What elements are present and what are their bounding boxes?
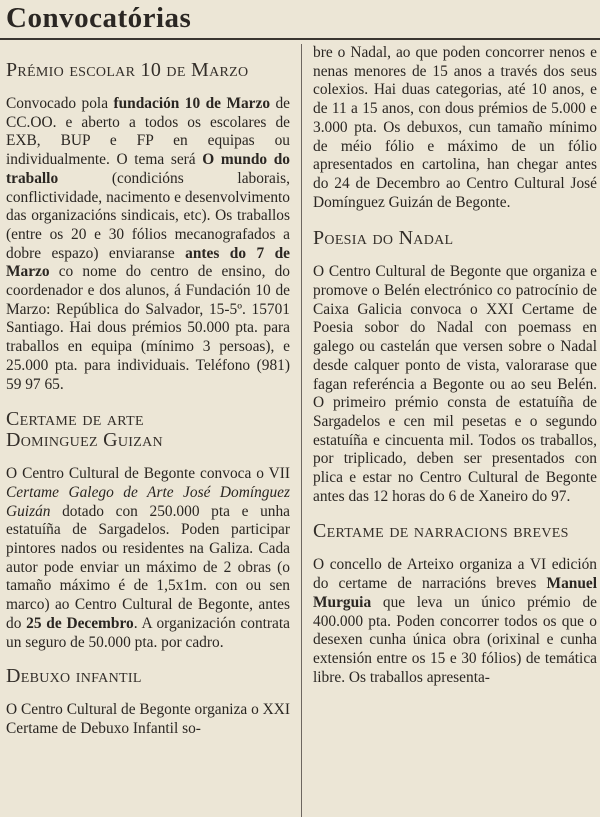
certame-arte-text-3: . A organización contrata un seguro de 50.000 pta. por cadro. (6, 614, 290, 651)
narracions-text-1: O concello de Arteixo organiza a VI edición do certame de narracións breves (313, 556, 597, 593)
column-divider (301, 44, 302, 817)
premio-title: Prémio escolar 10 de Marzo (6, 59, 249, 81)
certame-arte-title-line-2: Dominguez Guizan (6, 429, 163, 452)
narracions-text-2: que leva un único prémio de 400.000 pta. Poden concorrer todos os que o desexen cunha única obra (orixinal e cunha extensión entre os 15 e 30 fólios) de temática libre. Os traballos apresenta- (313, 593, 597, 686)
premio-bold-1: fundación 10 de Marzo (113, 95, 271, 112)
debuxo-title: Debuxo infantil (6, 665, 142, 688)
masthead (0, 0, 600, 40)
left-column (6, 44, 290, 817)
narracions-title: Certame de narracions breves (313, 520, 569, 543)
certame-arte-title (6, 409, 290, 451)
certame-arte-bold-1: 25 de Decembro (26, 614, 134, 632)
certame-arte-body (6, 465, 290, 652)
premio-bold-2: O mundo do traballo (6, 151, 290, 187)
poesia-title: Poesia do Nadal (313, 227, 454, 250)
certame-arte-text-1: O Centro Cultural de Begonte convoca o VII (6, 465, 290, 483)
premio-text-2: de CC.OO. e aberto a todos os escolares de EXB, BUP e FP en equipas ou individualmente. O tema será (6, 95, 290, 169)
premio-text-3: (condicións laborais, conflictividade, nacimento e desenvolvimento das organizacións sindicais, etc). Os traballos (entre os 20 e 30 fólios mecanografados a dobre espazo) enviaranse (6, 169, 290, 262)
narracions-bold-1: Manuel Murguia (313, 575, 597, 611)
debuxo-body-right: bre o Nadal, ao que poden concorrer nenos e nenas menores de 15 anos a través dos seus colexios. Hai duas categorias, até 10 anos, e de 11 a 15 anos, con dous prémios de 5.000 e 3.000 pta. Os debuxos, cun tamaño mínimo de méio fólio e máximo de un fólio apresentados en cartolina, han chegar antes do 24 de Decembro ao Centro Cultural José Domínguez Guizán de Begonte. (313, 44, 597, 211)
right-column (313, 44, 597, 817)
narracions-body (313, 556, 597, 687)
certame-arte-text-2: dotado con 250.000 pta e unha estatuíña de Sargadelos. Poden participar pintores nados ou residentes na Galiza. Cada autor pode enviar un máximo de 2 obras (o tamaño máximo é de 1,5x1m. con ou sen marco) ao Centro Cultural de Begonte, antes do (6, 502, 290, 632)
debuxo-body-left: O Centro Cultural de Begonte organiza o XXI Certame de Debuxo Infantil so- (6, 701, 290, 737)
premio-text-1: Convocado pola (6, 95, 114, 112)
premio-bold-3: antes do 7 de Marzo (6, 244, 290, 281)
certame-arte-title-line-1: Certame de arte (6, 408, 144, 431)
page-title: Convocatórias (6, 2, 192, 34)
certame-arte-italic-1: Certame Galego de Arte José Domínguez Guizán (6, 483, 290, 520)
premio-body (6, 95, 290, 394)
poesia-body: O Centro Cultural de Begonte que organiza e promove o Belén electrónico co patrocínio de Caixa Galicia convoca o XXI Certame de Poesia sobor do Nadal con poemass en galego ou castelán que versen sobre o Nadal desde calquer ponto de vista, valorarase que fagan referéncia a Begonte ou ao seu Belén. O primeiro prémio consta de estatuíña de Sargadelos e cen mil pesetas e o segundo estatuíña e cincuenta mil. Todos os traballos, por triplicado, deben ser presentados con plica e estar no Centro Cultural de Begonte antes das 12 horas do 6 de Xaneiro do 97. (313, 263, 597, 505)
premio-text-4: co nome do centro de ensino, do coordenador e dos alunos, á Fundación 10 de Marzo: República do Salvador, 15-5º. 15701 Santiago. Hai dous prémios 50.000 pta. para traballos en equipa (mínimo 3 persoas), e 25.000 pta. para individuais. Teléfono (981) 59 97 65. (6, 263, 290, 393)
